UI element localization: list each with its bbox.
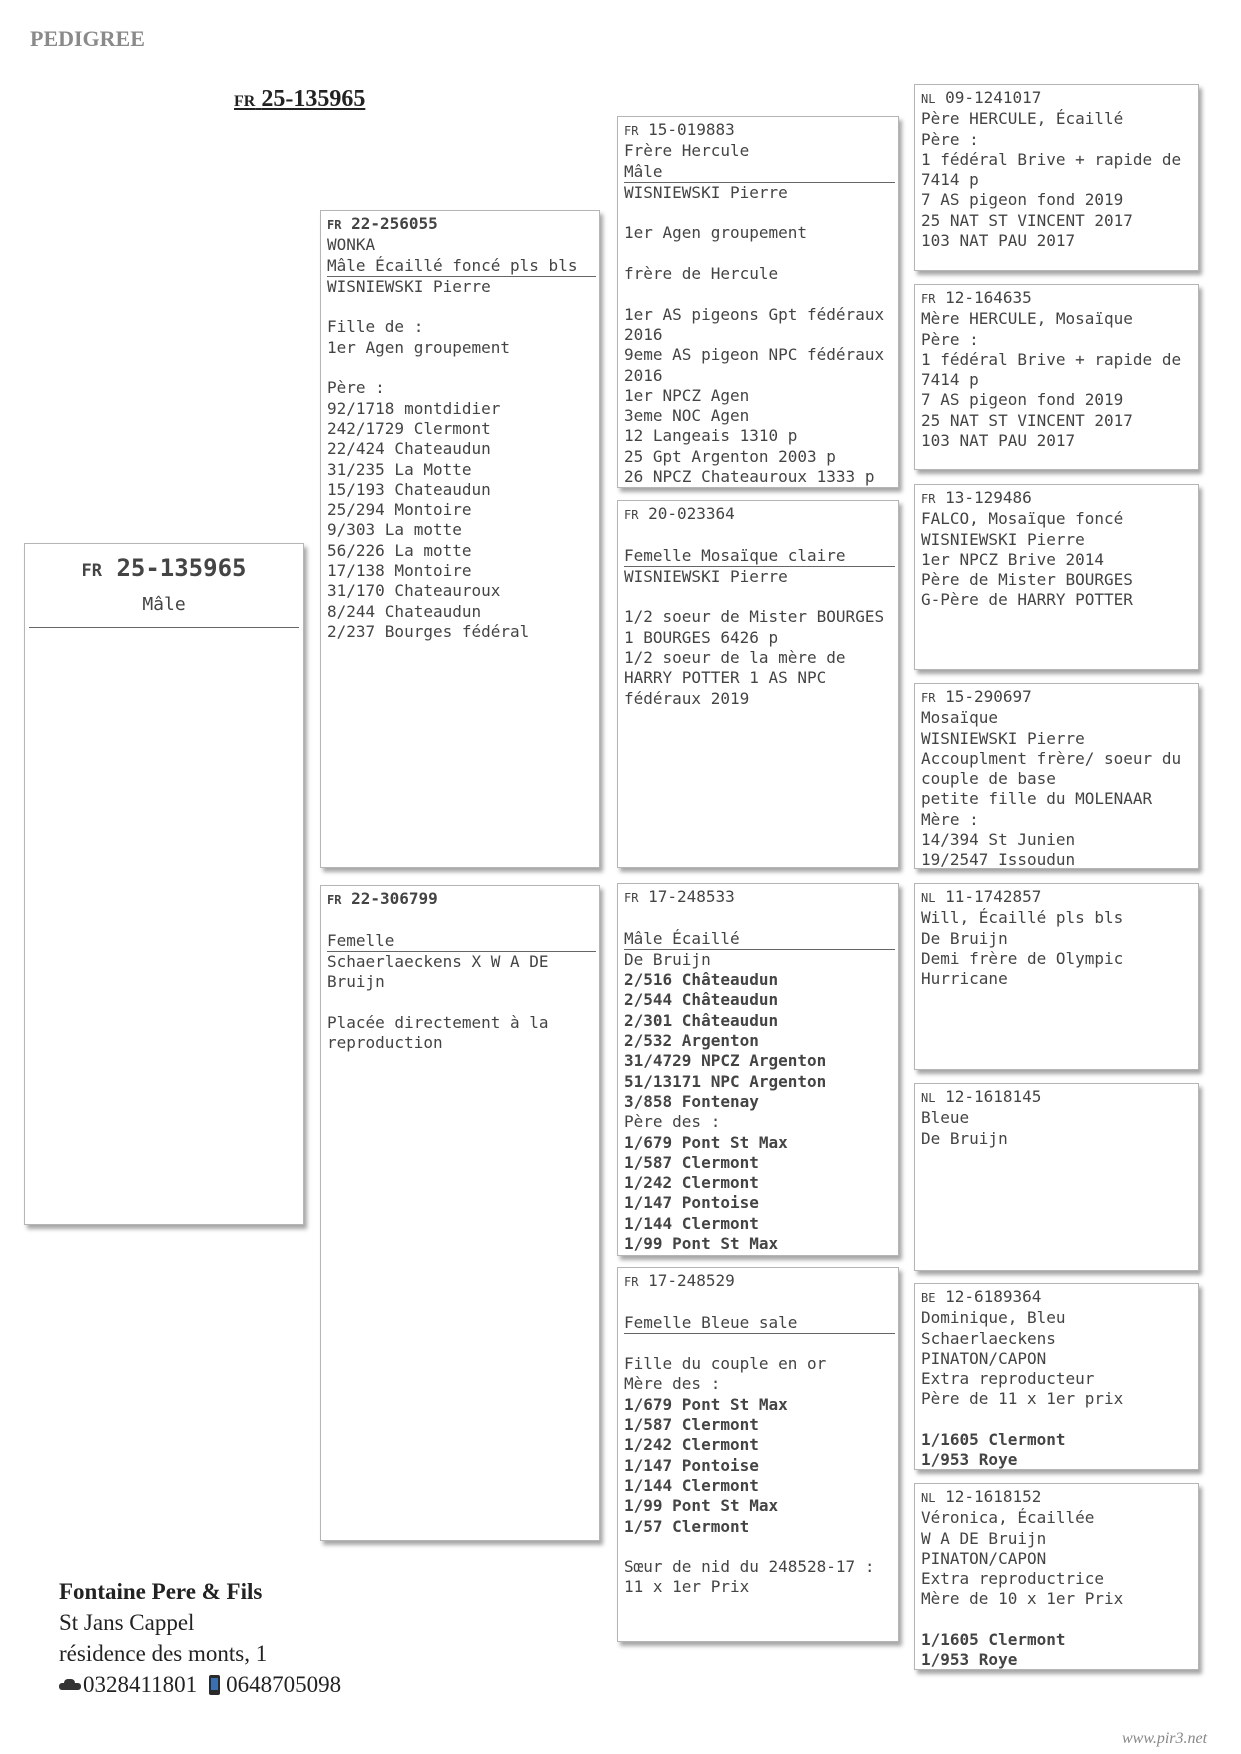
pedigree-line: 31/4729 NPCZ Argenton xyxy=(624,1051,827,1071)
pedigree-line: 2/237 Bourges fédéral xyxy=(327,621,530,641)
pedigree-line: Mère des : xyxy=(624,1374,721,1394)
pedigree-line: 1/679 Pont St Max xyxy=(624,1132,788,1152)
pedigree-line: Père de Mister BOURGES xyxy=(921,570,1133,590)
ring-value: 12-1618145 xyxy=(945,1087,1042,1106)
ring-value: 12-164635 xyxy=(945,288,1032,307)
top-ring-number xyxy=(234,86,365,113)
pedigree-line: 1/2 soeur de Mister BOURGES xyxy=(624,607,885,627)
pedigree-line: Père des : xyxy=(624,1112,721,1132)
pedigree-line: 1/144 Clermont xyxy=(624,1213,759,1233)
pedigree-line: 1/587 Clermont xyxy=(624,1415,759,1435)
ring-value: 13-129486 xyxy=(945,488,1032,507)
subject-number: 25-135965 xyxy=(116,554,247,582)
pedigree-line: Véronica, Écaillée xyxy=(921,1508,1095,1528)
ring-number xyxy=(921,1287,1192,1308)
pedigree-line: 2/544 Châteaudun xyxy=(624,990,779,1010)
pedigree-line xyxy=(327,297,593,317)
owner-mobile: 0648705098 xyxy=(226,1672,342,1697)
bird-name xyxy=(624,908,892,928)
maternal-grandsire-box xyxy=(617,883,899,1256)
pedigree-line: 9/303 La motte xyxy=(327,520,462,540)
pedigree-line: 56/226 La motte xyxy=(327,540,472,560)
pedigree-line: 1/99 Pont St Max xyxy=(624,1234,779,1254)
ring-value: 22-306799 xyxy=(351,889,438,908)
pedigree-line: G-Père de HARRY POTTER xyxy=(921,590,1133,610)
pedigree-line: 8/244 Chateaudun xyxy=(327,601,482,621)
pedigree-line: 17/138 Montoire xyxy=(327,561,472,581)
pedigree-line: Accouplment frère/ soeur du couple de base xyxy=(921,748,1191,789)
pedigree-line: WISNIEWSKI Pierre xyxy=(624,182,788,202)
pedigree-line: 1er Agen groupement xyxy=(327,337,511,357)
pedigree-line: 26 NPCZ Chateauroux 1333 p xyxy=(624,467,875,487)
pedigree-line: 1/57 Clermont xyxy=(624,1516,750,1536)
top-ring-country: FR xyxy=(234,93,256,110)
ring-country: FR xyxy=(921,691,936,705)
ring-country: FR xyxy=(921,492,936,506)
ring-country: BE xyxy=(921,1291,936,1305)
great-grandparent-box-2 xyxy=(914,284,1199,470)
pedigree-line xyxy=(624,284,892,304)
ring-number xyxy=(921,488,1192,509)
pedigree-line: W A DE Bruijn xyxy=(921,1528,1047,1548)
pedigree-line: 31/170 Chateauroux xyxy=(327,581,501,601)
paternal-granddam-box xyxy=(617,500,899,868)
pedigree-line: 9eme AS pigeon NPC fédéraux 2016 xyxy=(624,345,894,385)
ring-value: 17-248529 xyxy=(648,1271,735,1290)
bird-description: Mâle xyxy=(624,162,895,183)
pedigree-line xyxy=(921,1410,1192,1430)
pedigree-line: Père : xyxy=(921,129,979,149)
pedigree-line: 1 fédéral Brive + rapide de 7414 p xyxy=(921,349,1191,390)
ring-value: 15-290697 xyxy=(945,687,1032,706)
pedigree-line: De Bruijn xyxy=(921,928,1008,948)
bird-name: WONKA xyxy=(327,235,376,255)
pedigree-line: 1er AS pigeons Gpt fédéraux 2016 xyxy=(624,304,894,344)
pedigree-line: Sœur de nid du 248528-17 : 11 x 1er Prix xyxy=(624,1557,885,1597)
pedigree-line: 92/1718 montdidier xyxy=(327,398,501,418)
pedigree-line: 7 AS pigeon fond 2019 xyxy=(921,190,1124,210)
ring-number xyxy=(921,1487,1192,1508)
great-grandparent-box-7 xyxy=(914,1283,1199,1470)
pedigree-line: 25/294 Montoire xyxy=(327,500,472,520)
pedigree-line xyxy=(327,358,593,378)
pedigree-line xyxy=(327,992,593,1012)
pedigree-line: 1/1605 Clermont xyxy=(921,1430,1066,1450)
pedigree-line: 1/953 Roye xyxy=(921,1450,1018,1470)
pedigree-line: 1 fédéral Brive + rapide de 7414 p xyxy=(921,149,1191,190)
ring-value: 11-1742857 xyxy=(945,887,1042,906)
pedigree-line: De Bruijn xyxy=(921,1128,1008,1148)
pedigree-line xyxy=(624,244,892,264)
pedigree-line xyxy=(624,1537,892,1557)
ring-number xyxy=(921,88,1192,109)
pedigree-line: 1/144 Clermont xyxy=(624,1475,759,1495)
great-grandparent-box-5 xyxy=(914,883,1199,1070)
pedigree-line: Fille du couple en or xyxy=(624,1354,827,1374)
ring-country: NL xyxy=(921,891,936,905)
pedigree-line xyxy=(624,1334,892,1354)
pedigree-line: Fille de : xyxy=(327,317,424,337)
pedigree-line: 1/1605 Clermont xyxy=(921,1630,1066,1650)
bird-description: Mâle Écaillé foncé pls bls xyxy=(327,256,596,277)
pedigree-line: 1er NPCZ Brive 2014 xyxy=(921,549,1105,569)
ring-number xyxy=(921,288,1192,309)
pedigree-line: Père HERCULE, Écaillé xyxy=(921,109,1124,129)
ring-country: FR xyxy=(327,893,342,907)
bird-description: Femelle Mosaïque claire xyxy=(624,546,895,567)
pedigree-line: WISNIEWSKI Pierre xyxy=(921,529,1085,549)
bird-description: Mâle Écaillé xyxy=(624,929,895,950)
pedigree-line: 1/147 Pontoise xyxy=(624,1455,759,1475)
pedigree-line: 1er NPCZ Agen xyxy=(624,385,750,405)
great-grandparent-box-8 xyxy=(914,1483,1199,1670)
pedigree-line: Demi frère de Olympic Hurricane xyxy=(921,948,1133,989)
pedigree-line: 25 NAT ST VINCENT 2017 xyxy=(921,410,1133,430)
pedigree-line: Mère de 10 x 1er Prix xyxy=(921,1589,1124,1609)
pedigree-line: Mère HERCULE, Mosaïque xyxy=(921,309,1133,329)
pedigree-line: Schaerlaeckens xyxy=(921,1328,1056,1348)
pedigree-line: FALCO, Mosaïque foncé xyxy=(921,509,1124,529)
pedigree-line: 51/13171 NPC Argenton xyxy=(624,1071,827,1091)
ring-country: FR xyxy=(921,292,936,306)
pedigree-line: WISNIEWSKI Pierre xyxy=(921,728,1085,748)
pedigree-line: 7 AS pigeon fond 2019 xyxy=(921,390,1124,410)
pedigree-line: Père de 11 x 1er prix xyxy=(921,1389,1124,1409)
ring-value: 12-6189364 xyxy=(945,1287,1042,1306)
pedigree-line xyxy=(624,587,892,607)
ring-value: 17-248533 xyxy=(648,887,735,906)
pedigree-line: 2/532 Argenton xyxy=(624,1031,759,1051)
subject-ring xyxy=(25,554,303,582)
pedigree-line: 1/99 Pont St Max xyxy=(624,1496,779,1516)
subject-box xyxy=(24,543,304,1225)
subject-sex: Mâle xyxy=(29,594,299,628)
ring-number xyxy=(624,887,892,908)
ring-value: 15-019883 xyxy=(648,120,735,139)
watermark: www.pir3.net xyxy=(1122,1730,1208,1747)
pedigree-line: 2/301 Châteaudun xyxy=(624,1010,779,1030)
ring-value: 09-1241017 xyxy=(945,88,1042,107)
pedigree-line: 1/953 Roye xyxy=(921,1650,1018,1670)
pedigree-line: Père : xyxy=(921,329,979,349)
pedigree-line: 15/193 Chateaudun xyxy=(327,479,491,499)
owner-phone: 0328411801 xyxy=(83,1672,198,1697)
pedigree-line: Extra reproductrice xyxy=(921,1569,1105,1589)
pedigree-line: 1/147 Pontoise xyxy=(624,1193,759,1213)
pedigree-line: petite fille du MOLENAAR xyxy=(921,789,1153,809)
pedigree-line: 25 Gpt Argenton 2003 p xyxy=(624,446,836,466)
pedigree-line: Bleue xyxy=(921,1108,970,1128)
top-ring-value: 25-135965 xyxy=(261,86,366,112)
pedigree-line: 31/235 La Motte xyxy=(327,459,472,479)
owner-name: Fontaine Pere & Fils xyxy=(59,1579,263,1604)
ring-number xyxy=(624,120,892,141)
pedigree-line: Schaerlaeckens X W A DE Bruijn xyxy=(327,951,559,992)
pedigree-line: Extra reproducteur xyxy=(921,1369,1095,1389)
pedigree-line: WISNIEWSKI Pierre xyxy=(327,276,491,296)
great-grandparent-box-6 xyxy=(914,1083,1199,1271)
pedigree-line: 19/2547 Issoudun xyxy=(921,850,1076,869)
mobile-phone-icon xyxy=(209,1675,220,1695)
ring-value: 20-023364 xyxy=(648,504,735,523)
pedigree-line xyxy=(921,1610,1192,1630)
subject-country: FR xyxy=(81,561,102,581)
page-title: PEDIGREE xyxy=(30,26,145,51)
great-grandparent-box-1 xyxy=(914,84,1199,271)
owner-address: résidence des monts, 1 xyxy=(59,1641,268,1666)
ring-country: FR xyxy=(624,124,639,138)
ring-number xyxy=(327,214,593,235)
pedigree-line: 1/679 Pont St Max xyxy=(624,1394,788,1414)
ring-country: NL xyxy=(921,1491,936,1505)
ring-country: FR xyxy=(327,218,342,232)
pedigree-line: Dominique, Bleu xyxy=(921,1308,1066,1328)
car-phone-icon xyxy=(59,1678,81,1692)
pedigree-line: 12 Langeais 1310 p xyxy=(624,426,798,446)
ring-country: FR xyxy=(624,1275,639,1289)
pedigree-line: 2/516 Châteaudun xyxy=(624,970,779,990)
pedigree-line: 103 NAT PAU 2017 xyxy=(921,431,1076,451)
ring-value: 12-1618152 xyxy=(945,1487,1042,1506)
ring-number xyxy=(921,1087,1192,1108)
bird-description: Femelle xyxy=(327,931,596,952)
maternal-granddam-box xyxy=(617,1267,899,1642)
ring-country: FR xyxy=(624,508,639,522)
great-grandparent-box-3 xyxy=(914,484,1199,670)
pedigree-line: Will, Écaillé pls bls xyxy=(921,908,1124,928)
pedigree-line: 3eme NOC Agen xyxy=(624,406,750,426)
owner-city: St Jans Cappel xyxy=(59,1610,195,1635)
ring-country: FR xyxy=(624,891,639,905)
pedigree-line: 14/394 St Junien xyxy=(921,830,1076,850)
pedigree-line: De Bruijn xyxy=(624,949,711,969)
pedigree-line xyxy=(624,203,892,223)
pedigree-line: Placée directement à la reproduction xyxy=(327,1012,559,1053)
pedigree-line: PINATON/CAPON xyxy=(921,1348,1047,1368)
ring-value: 22-256055 xyxy=(351,214,438,233)
ring-number xyxy=(921,687,1192,708)
pedigree-line: 1/2 soeur de la mère de HARRY POTTER 1 AS NPC fédéraux 2019 xyxy=(624,648,856,708)
pedigree-line: 1/587 Clermont xyxy=(624,1152,759,1172)
ring-number xyxy=(624,1271,892,1292)
pedigree-line: 1er Agen groupement xyxy=(624,223,808,243)
bird-description: Femelle Bleue sale xyxy=(624,1313,895,1334)
bird-name xyxy=(327,910,593,930)
bird-name: Frère Hercule xyxy=(624,141,750,161)
pedigree-line: PINATON/CAPON xyxy=(921,1548,1047,1568)
pedigree-line: Mère : xyxy=(921,809,979,829)
owner-phones xyxy=(59,1669,341,1700)
pedigree-line: 103 NAT PAU 2017 xyxy=(921,231,1076,251)
pedigree-line: Père : xyxy=(327,378,385,398)
great-grandparent-box-4 xyxy=(914,683,1199,869)
sire-box xyxy=(320,210,600,868)
ring-country: NL xyxy=(921,92,936,106)
pedigree-line: 1/242 Clermont xyxy=(624,1435,759,1455)
bird-name xyxy=(624,525,892,545)
ring-country: NL xyxy=(921,1091,936,1105)
pedigree-line: 25 NAT ST VINCENT 2017 xyxy=(921,210,1133,230)
ring-number xyxy=(921,887,1192,908)
pedigree-line: 22/424 Chateaudun xyxy=(327,439,491,459)
ring-number xyxy=(327,889,593,910)
pedigree-line: 3/858 Fontenay xyxy=(624,1091,759,1111)
pedigree-line: frère de Hercule xyxy=(624,264,779,284)
ring-number xyxy=(624,504,892,525)
pedigree-line: 1 BOURGES 6426 p xyxy=(624,627,779,647)
pedigree-line: 242/1729 Clermont xyxy=(327,418,491,438)
pedigree-line: WISNIEWSKI Pierre xyxy=(624,566,788,586)
bird-name xyxy=(624,1292,892,1312)
dam-box xyxy=(320,885,600,1541)
pedigree-line: 1/242 Clermont xyxy=(624,1173,759,1193)
owner-block xyxy=(59,1576,341,1700)
paternal-grandsire-box xyxy=(617,116,899,488)
pedigree-line: Mosaïque xyxy=(921,708,999,728)
